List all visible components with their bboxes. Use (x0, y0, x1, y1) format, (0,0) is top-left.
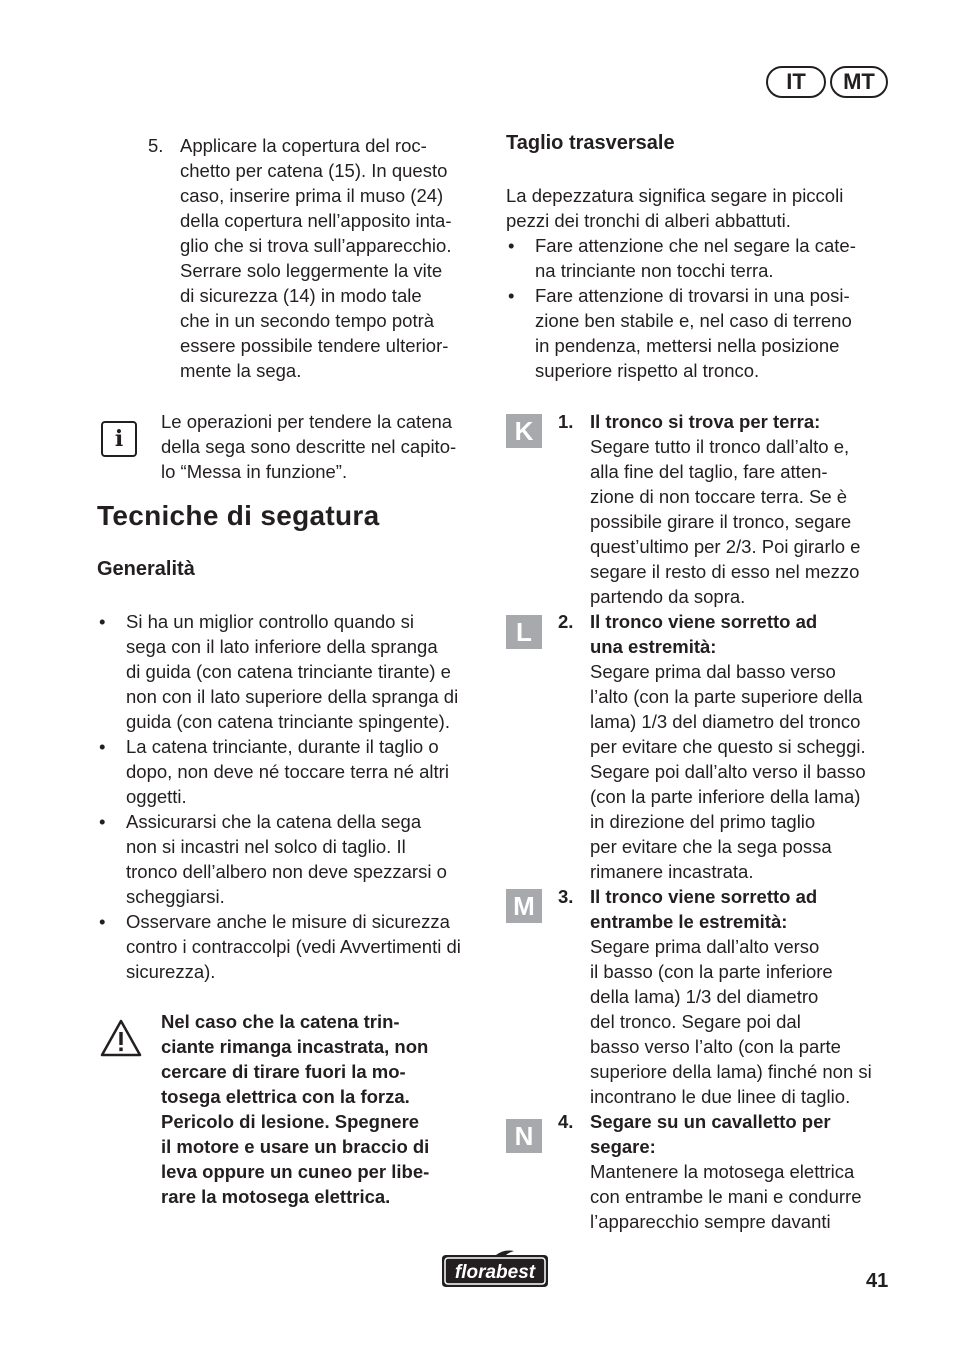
svg-text:florabest: florabest (454, 1262, 536, 1283)
bullet-icon: • (508, 235, 515, 256)
cross-cut-bullet-list (506, 233, 891, 383)
procedure-item-2 (558, 609, 893, 884)
figure-badge-n: N (506, 1119, 542, 1153)
step-number: 5. (148, 135, 164, 156)
list-item-text: Osservare anche le misure di sicurezza contro i contraccolpi (vedi Avvertimenti di sicurezza). (126, 911, 461, 982)
figure-badge-m: M (506, 889, 542, 923)
item-number: 4. (558, 1111, 574, 1132)
list-item (97, 809, 487, 909)
item-number: 2. (558, 611, 574, 632)
item-body: Segare tutto il tronco dall’alto e, alla fine del taglio, fare atten- zione di non toccare terra. Se è possibile girare il tronco, segare quest’ultimo per 2/3. Poi girarlo e segare il resto di esso nel mezzo partendo da sopra. (590, 436, 861, 607)
list-item (97, 734, 487, 809)
bullet-icon: • (99, 736, 106, 757)
list-item (506, 233, 891, 283)
procedure-item-3 (558, 884, 893, 1109)
warning-triangle-icon (99, 1018, 143, 1058)
procedure-item-4 (558, 1109, 893, 1234)
item-body: Segare prima dal basso verso l’alto (con la parte superiore della lama) 1/3 del diametro del tronco per evitare che questo si scheggi. Segare poi dall’alto verso il basso (con la parte inferiore della lama) in direzione del primo taglio per evitare che la sega possa rimanere incastrata. (590, 661, 866, 882)
item-body: Segare prima dall’alto verso il basso (con la parte inferiore della lama) 1/3 del diametro del tronco. Segare poi dal basso verso l’alto (con la parte superiore della lama) finché non si incontrano le due linee di taglio. (590, 936, 872, 1107)
list-item (506, 283, 891, 383)
item-title: Segare su un cavalletto per segare: (590, 1111, 831, 1157)
bullet-icon: • (99, 811, 106, 832)
bullet-icon: • (508, 285, 515, 306)
procedure-item-1 (558, 409, 893, 609)
bullet-icon: • (99, 911, 106, 932)
list-item (97, 609, 487, 734)
step-5 (148, 133, 488, 383)
florabest-logo (438, 1247, 552, 1289)
lang-badge-mt: MT (830, 66, 888, 98)
list-item-text: Fare attenzione di trovarsi in una posi- zione ben stabile e, nel caso di terreno in pendenza, mettersi nella posizione superiore rispetto al tronco. (535, 285, 852, 381)
general-bullet-list (97, 609, 487, 984)
info-icon: i (101, 421, 137, 457)
list-item (97, 909, 487, 984)
list-item-text: Fare attenzione che nel segare la cate- na trinciante non tocchi terra. (535, 235, 856, 281)
item-number: 3. (558, 886, 574, 907)
item-title: Il tronco si trova per terra: (590, 411, 821, 432)
subsection-title-taglio: Taglio trasversale (506, 132, 675, 154)
bullet-icon: • (99, 611, 106, 632)
item-body: Mantenere la motosega elettrica con entrambe le mani e condurre l’apparecchio sempre davanti (590, 1161, 862, 1232)
warning-text: Nel caso che la catena trin- ciante rimanga incastrata, non cercare di tirare fuori la mo- tosega elettrica con la forza. Pericolo di lesione. Spegnere il motore e usare un braccio di leva oppure un cuneo per libe- rare la motosega elettrica. (161, 1011, 430, 1207)
item-title: Il tronco viene sorretto ad una estremità: (590, 611, 818, 657)
item-number: 1. (558, 411, 574, 432)
step-text: Applicare la copertura del roc- chetto per catena (15). In questo caso, inserire prima il muso (24) della copertura nell’apposito inta- glio che si trova sull’apparecchio. Serrare solo leggermente la vite di sicurezza (14) in modo tale che in un secondo tempo potrà essere possibile tendere ulterior- mente la sega. (180, 135, 452, 381)
item-title: Il tronco viene sorretto ad entrambe le estremità: (590, 886, 818, 932)
lang-badge-it: IT (766, 66, 826, 98)
list-item-text: La catena trinciante, durante il taglio o dopo, non deve né toccare terra né altri oggetti. (126, 736, 449, 807)
list-item-text: Si ha un miglior controllo quando si sega con il lato inferiore della spranga di guida (con catena trinciante tirante) e non con il lato superiore della spranga di guida (con catena trinciante spingente). (126, 611, 459, 732)
section-title: Tecniche di segatura (97, 500, 380, 531)
page-number: 41 (866, 1270, 889, 1292)
list-item-text: Assicurarsi che la catena della sega non si incastri nel solco di taglio. Il tronco dell’albero non deve spezzarsi o scheggiarsi. (126, 811, 447, 907)
subsection-title: Generalità (97, 558, 195, 580)
figure-badge-k: K (506, 414, 542, 448)
intro-text: La depezzatura significa segare in piccoli pezzi dei tronchi di alberi abbattuti. (506, 185, 844, 231)
figure-badge-l: L (506, 615, 542, 649)
info-note: Le operazioni per tendere la catena della sega sono descritte nel capito- lo “Messa in funzione”. (161, 411, 457, 482)
